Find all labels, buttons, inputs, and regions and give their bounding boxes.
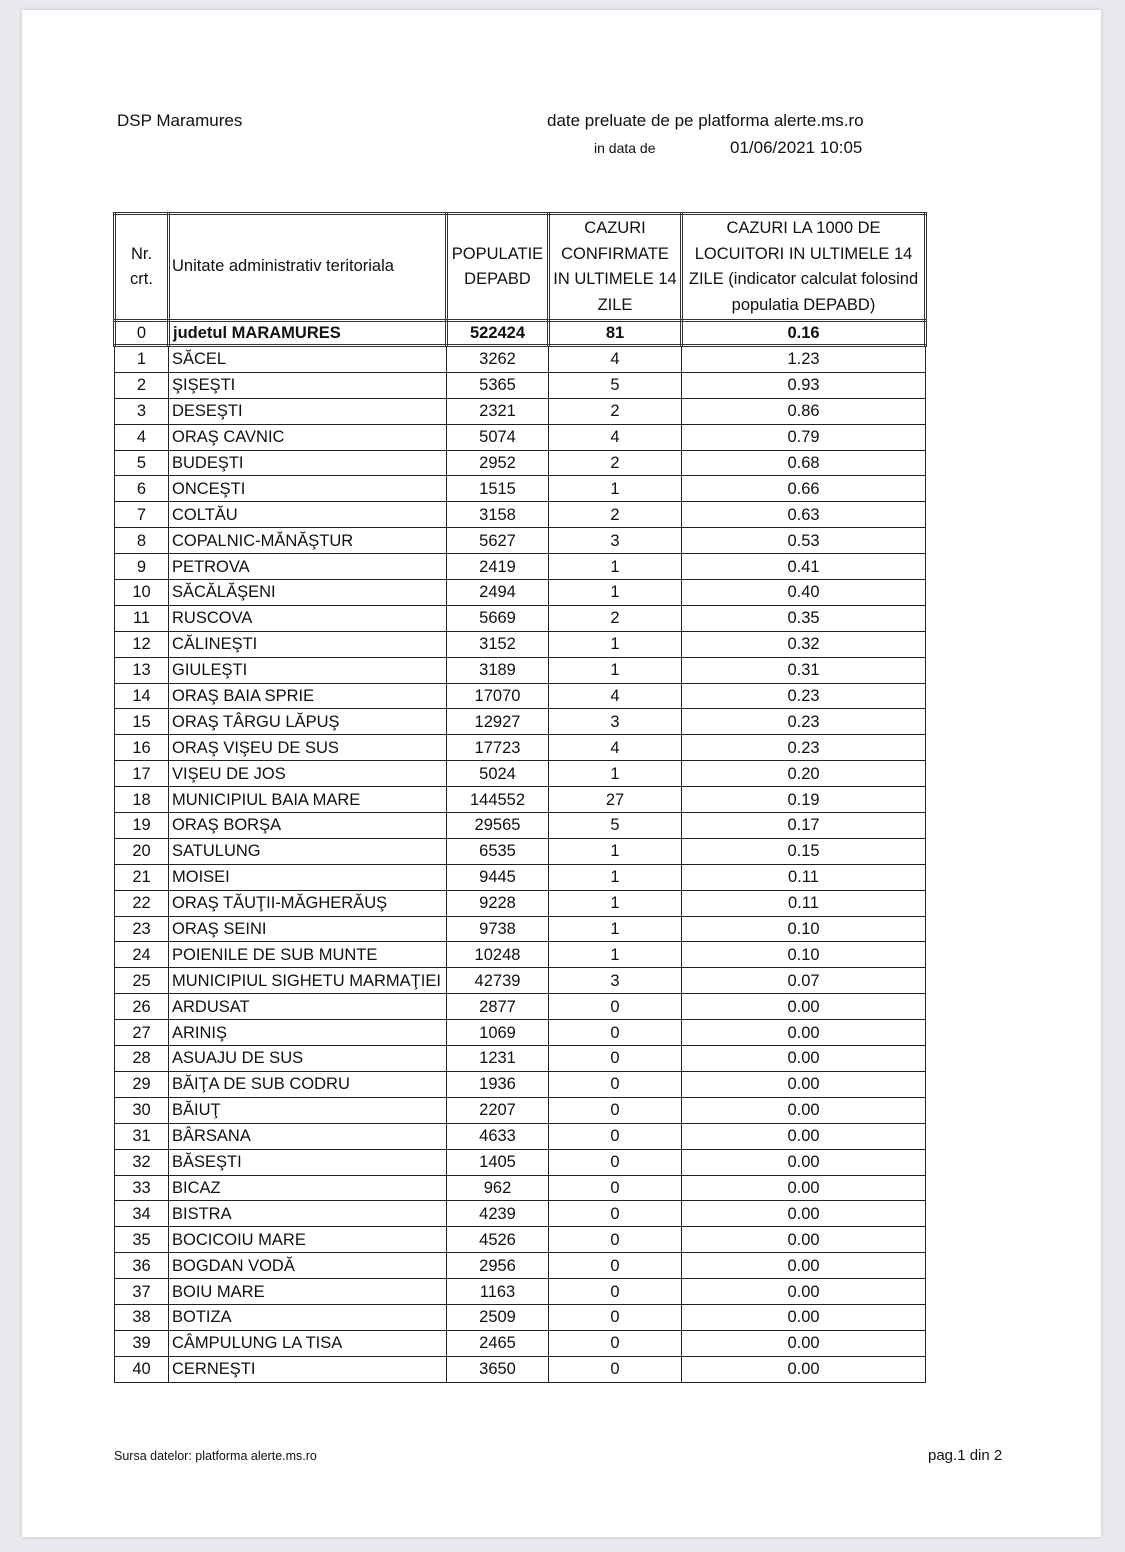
cell-rate: 0.00 [682,1227,926,1253]
cell-rate: 0.00 [682,1253,926,1279]
cell-cases: 27 [549,787,682,813]
cell-rate: 0.00 [682,1356,926,1382]
cell-nr: 22 [115,890,169,916]
cell-rate: 0.11 [682,890,926,916]
table-row [115,683,926,709]
cell-name: ASUAJU DE SUS [169,1046,447,1072]
cell-rate: 0.23 [682,683,926,709]
cell-cases: 2 [549,605,682,631]
cell-population: 17723 [447,735,549,761]
cell-name: ORAŞ SEINI [169,916,447,942]
table-row [115,1149,926,1175]
cell-nr: 5 [115,450,169,476]
table-row [115,890,926,916]
cell-population: 2419 [447,554,549,580]
cell-name: ARDUSAT [169,994,447,1020]
cell-cases: 1 [549,916,682,942]
cell-population: 2877 [447,994,549,1020]
cell-nr: 2 [115,372,169,398]
cell-population: 4239 [447,1201,549,1227]
table-row [115,580,926,606]
cell-rate: 0.00 [682,994,926,1020]
cell-rate: 0.66 [682,476,926,502]
cell-nr: 27 [115,1020,169,1046]
cases-table [113,212,927,1383]
cell-cases: 0 [549,1330,682,1356]
table-row [115,657,926,683]
table-row [115,761,926,787]
cell-name: SĂCEL [169,346,447,373]
cell-name: PETROVA [169,554,447,580]
cell-rate: 0.11 [682,864,926,890]
table-row [115,1046,926,1072]
cell-nr: 10 [115,580,169,606]
cell-cases: 1 [549,942,682,968]
cell-nr: 35 [115,1227,169,1253]
cell-rate: 0.53 [682,528,926,554]
cell-cases: 1 [549,631,682,657]
cell-nr: 20 [115,838,169,864]
cell-nr: 33 [115,1175,169,1201]
cell-name: ORAŞ CAVNIC [169,424,447,450]
cell-name: SĂCĂLĂŞENI [169,580,447,606]
table-row [115,1279,926,1305]
cell-cases: 2 [549,450,682,476]
cell-name: BISTRA [169,1201,447,1227]
cell-cases: 0 [549,1175,682,1201]
total-name: judetul MARAMURES [169,321,447,346]
table-row [115,838,926,864]
cell-population: 9738 [447,916,549,942]
cell-nr: 3 [115,398,169,424]
cell-cases: 0 [549,1123,682,1149]
cell-cases: 1 [549,476,682,502]
cell-rate: 0.35 [682,605,926,631]
cell-name: BOGDAN VODĂ [169,1253,447,1279]
cell-population: 12927 [447,709,549,735]
cell-cases: 4 [549,424,682,450]
cell-cases: 0 [549,1046,682,1072]
cell-name: MUNICIPIUL BAIA MARE [169,787,447,813]
cell-nr: 24 [115,942,169,968]
total-rate: 0.16 [682,321,926,346]
table-row [115,1097,926,1123]
cell-cases: 1 [549,864,682,890]
cell-rate: 0.00 [682,1123,926,1149]
cell-rate: 0.00 [682,1097,926,1123]
cell-population: 5669 [447,605,549,631]
cell-name: ORAŞ BORŞA [169,813,447,839]
table-row [115,916,926,942]
cell-name: ORAŞ TĂUŢII-MĂGHERĂUŞ [169,890,447,916]
cell-nr: 11 [115,605,169,631]
column-header-nr: Nr. crt. [115,214,169,321]
cell-population: 1231 [447,1046,549,1072]
cell-rate: 0.63 [682,502,926,528]
cell-nr: 37 [115,1279,169,1305]
cell-cases: 0 [549,1149,682,1175]
cell-rate: 0.00 [682,1279,926,1305]
cell-name: ŞIŞEŞTI [169,372,447,398]
cell-name: BOIU MARE [169,1279,447,1305]
cell-cases: 4 [549,735,682,761]
total-cases: 81 [549,321,682,346]
cell-cases: 0 [549,1279,682,1305]
cell-population: 4526 [447,1227,549,1253]
cell-nr: 13 [115,657,169,683]
table-row [115,502,926,528]
cell-name: ORAŞ BAIA SPRIE [169,683,447,709]
column-header-rate: CAZURI LA 1000 DE LOCUITORI IN ULTIMELE 14 ZILE (indicator calculat folosind populatia DEPABD) [682,214,926,321]
table-row [115,398,926,424]
table-row [115,1330,926,1356]
table-row [115,1020,926,1046]
cell-name: MOISEI [169,864,447,890]
cell-rate: 0.00 [682,1330,926,1356]
cell-nr: 19 [115,813,169,839]
cell-nr: 34 [115,1201,169,1227]
cell-rate: 0.10 [682,916,926,942]
cell-nr: 4 [115,424,169,450]
cell-rate: 0.00 [682,1149,926,1175]
cell-name: BOCICOIU MARE [169,1227,447,1253]
cell-population: 9228 [447,890,549,916]
table-row [115,864,926,890]
table-row [115,372,926,398]
cell-nr: 14 [115,683,169,709]
total-population: 522424 [447,321,549,346]
cell-rate: 0.23 [682,709,926,735]
cell-cases: 3 [549,709,682,735]
cell-nr: 29 [115,1071,169,1097]
cell-population: 2321 [447,398,549,424]
cell-population: 1069 [447,1020,549,1046]
cell-population: 10248 [447,942,549,968]
cell-name: BUDEŞTI [169,450,447,476]
cell-population: 1515 [447,476,549,502]
cell-population: 144552 [447,787,549,813]
table-row [115,528,926,554]
cell-rate: 0.31 [682,657,926,683]
cell-rate: 0.00 [682,1020,926,1046]
cell-cases: 0 [549,1201,682,1227]
cell-cases: 2 [549,398,682,424]
table-row [115,1201,926,1227]
table-row [115,994,926,1020]
cell-nr: 8 [115,528,169,554]
cell-nr: 31 [115,1123,169,1149]
cell-population: 4633 [447,1123,549,1149]
cell-nr: 39 [115,1330,169,1356]
table-row [115,735,926,761]
cell-name: ONCEŞTI [169,476,447,502]
total-nr: 0 [115,321,169,346]
cell-name: BOTIZA [169,1304,447,1330]
cell-nr: 16 [115,735,169,761]
cell-population: 5024 [447,761,549,787]
cell-nr: 12 [115,631,169,657]
cell-cases: 1 [549,580,682,606]
cell-population: 42739 [447,968,549,994]
cell-name: RUSCOVA [169,605,447,631]
cell-population: 3152 [447,631,549,657]
report-date: 01/06/2021 10:05 [730,138,863,157]
date-label: in data de [594,140,656,156]
cell-name: ARINIŞ [169,1020,447,1046]
cell-cases: 2 [549,502,682,528]
cell-population: 17070 [447,683,549,709]
cell-cases: 0 [549,1020,682,1046]
organization-name: DSP Maramures [117,111,243,130]
cell-rate: 0.00 [682,1071,926,1097]
cell-cases: 1 [549,890,682,916]
table-row [115,1071,926,1097]
cell-cases: 0 [549,1253,682,1279]
cell-population: 3650 [447,1356,549,1382]
column-header-cases: CAZURI CONFIRMATE IN ULTIMELE 14 ZILE [549,214,682,321]
cell-population: 1936 [447,1071,549,1097]
cell-name: ORAŞ VIŞEU DE SUS [169,735,447,761]
cell-nr: 28 [115,1046,169,1072]
cell-nr: 25 [115,968,169,994]
cell-population: 1163 [447,1279,549,1305]
cell-rate: 0.00 [682,1304,926,1330]
cell-name: BĂIŢA DE SUB CODRU [169,1071,447,1097]
cell-rate: 0.32 [682,631,926,657]
cell-name: MUNICIPIUL SIGHETU MARMAŢIEI [169,968,447,994]
cell-population: 2952 [447,450,549,476]
cell-rate: 0.23 [682,735,926,761]
cell-cases: 1 [549,657,682,683]
cell-name: ORAŞ TÂRGU LĂPUŞ [169,709,447,735]
table-row [115,424,926,450]
cell-cases: 3 [549,528,682,554]
cell-population: 2494 [447,580,549,606]
cell-population: 29565 [447,813,549,839]
cell-name: POIENILE DE SUB MUNTE [169,942,447,968]
cell-population: 3189 [447,657,549,683]
cell-name: BĂIUŢ [169,1097,447,1123]
cell-cases: 1 [549,838,682,864]
cell-cases: 5 [549,372,682,398]
table-row [115,631,926,657]
cell-nr: 17 [115,761,169,787]
cell-rate: 0.93 [682,372,926,398]
cell-cases: 0 [549,1071,682,1097]
cell-cases: 1 [549,554,682,580]
cell-nr: 1 [115,346,169,373]
table-row [115,787,926,813]
table-row [115,1356,926,1382]
cell-nr: 40 [115,1356,169,1382]
cell-name: COLTĂU [169,502,447,528]
cell-population: 9445 [447,864,549,890]
table-row [115,605,926,631]
cell-cases: 0 [549,994,682,1020]
cell-cases: 4 [549,346,682,373]
cell-nr: 32 [115,1149,169,1175]
cell-population: 2465 [447,1330,549,1356]
county-total-row [115,321,926,346]
cell-cases: 0 [549,1227,682,1253]
cell-nr: 21 [115,864,169,890]
table-header-row [115,214,926,321]
cell-cases: 3 [549,968,682,994]
cell-rate: 0.00 [682,1201,926,1227]
cell-rate: 0.15 [682,838,926,864]
column-header-name: Unitate administrativ teritoriala [169,214,447,321]
footer-source-note: Sursa datelor: platforma alerte.ms.ro [114,1449,317,1463]
column-header-population: POPULATIE DEPABD [447,214,549,321]
cell-cases: 0 [549,1097,682,1123]
cell-nr: 38 [115,1304,169,1330]
cell-rate: 0.68 [682,450,926,476]
cell-nr: 26 [115,994,169,1020]
table-row [115,942,926,968]
cell-nr: 6 [115,476,169,502]
cell-name: DESEŞTI [169,398,447,424]
cell-rate: 0.07 [682,968,926,994]
cell-rate: 0.00 [682,1175,926,1201]
cell-name: CÂMPULUNG LA TISA [169,1330,447,1356]
page-indicator: pag.1 din 2 [928,1447,1003,1464]
table-row [115,1227,926,1253]
cell-population: 5365 [447,372,549,398]
cell-nr: 36 [115,1253,169,1279]
table-row [115,1304,926,1330]
cell-name: GIULEŞTI [169,657,447,683]
cell-name: COPALNIC-MĂNĂŞTUR [169,528,447,554]
cell-population: 962 [447,1175,549,1201]
cell-name: CĂLINEŞTI [169,631,447,657]
cell-cases: 0 [549,1356,682,1382]
cell-population: 1405 [447,1149,549,1175]
table-row [115,1175,926,1201]
table-row [115,968,926,994]
cell-population: 5074 [447,424,549,450]
cell-nr: 23 [115,916,169,942]
cell-nr: 9 [115,554,169,580]
cell-name: BÂRSANA [169,1123,447,1149]
cell-population: 3262 [447,346,549,373]
cell-cases: 1 [549,761,682,787]
cell-nr: 7 [115,502,169,528]
table-row [115,1253,926,1279]
cell-population: 6535 [447,838,549,864]
cell-name: SATULUNG [169,838,447,864]
cell-population: 2509 [447,1304,549,1330]
cell-rate: 0.41 [682,554,926,580]
cell-cases: 0 [549,1304,682,1330]
table-row [115,813,926,839]
cell-cases: 5 [549,813,682,839]
cell-name: BICAZ [169,1175,447,1201]
cell-name: BĂSEŞTI [169,1149,447,1175]
data-source-note: date preluate de pe platforma alerte.ms.ro [547,111,864,130]
cell-rate: 0.40 [682,580,926,606]
cell-cases: 4 [549,683,682,709]
cell-name: CERNEŞTI [169,1356,447,1382]
table-row [115,346,926,373]
cell-name: VIŞEU DE JOS [169,761,447,787]
cell-rate: 0.86 [682,398,926,424]
cell-population: 2207 [447,1097,549,1123]
table-row [115,709,926,735]
cell-rate: 0.10 [682,942,926,968]
cell-rate: 0.17 [682,813,926,839]
cell-rate: 0.20 [682,761,926,787]
cell-rate: 0.79 [682,424,926,450]
cell-rate: 1.23 [682,346,926,373]
cell-population: 2956 [447,1253,549,1279]
cell-rate: 0.19 [682,787,926,813]
table-row [115,1123,926,1149]
table-row [115,476,926,502]
cell-population: 5627 [447,528,549,554]
document-page [22,10,1101,1537]
table-row [115,554,926,580]
table-row [115,450,926,476]
cell-population: 3158 [447,502,549,528]
cell-rate: 0.00 [682,1046,926,1072]
cell-nr: 18 [115,787,169,813]
cell-nr: 15 [115,709,169,735]
cell-nr: 30 [115,1097,169,1123]
